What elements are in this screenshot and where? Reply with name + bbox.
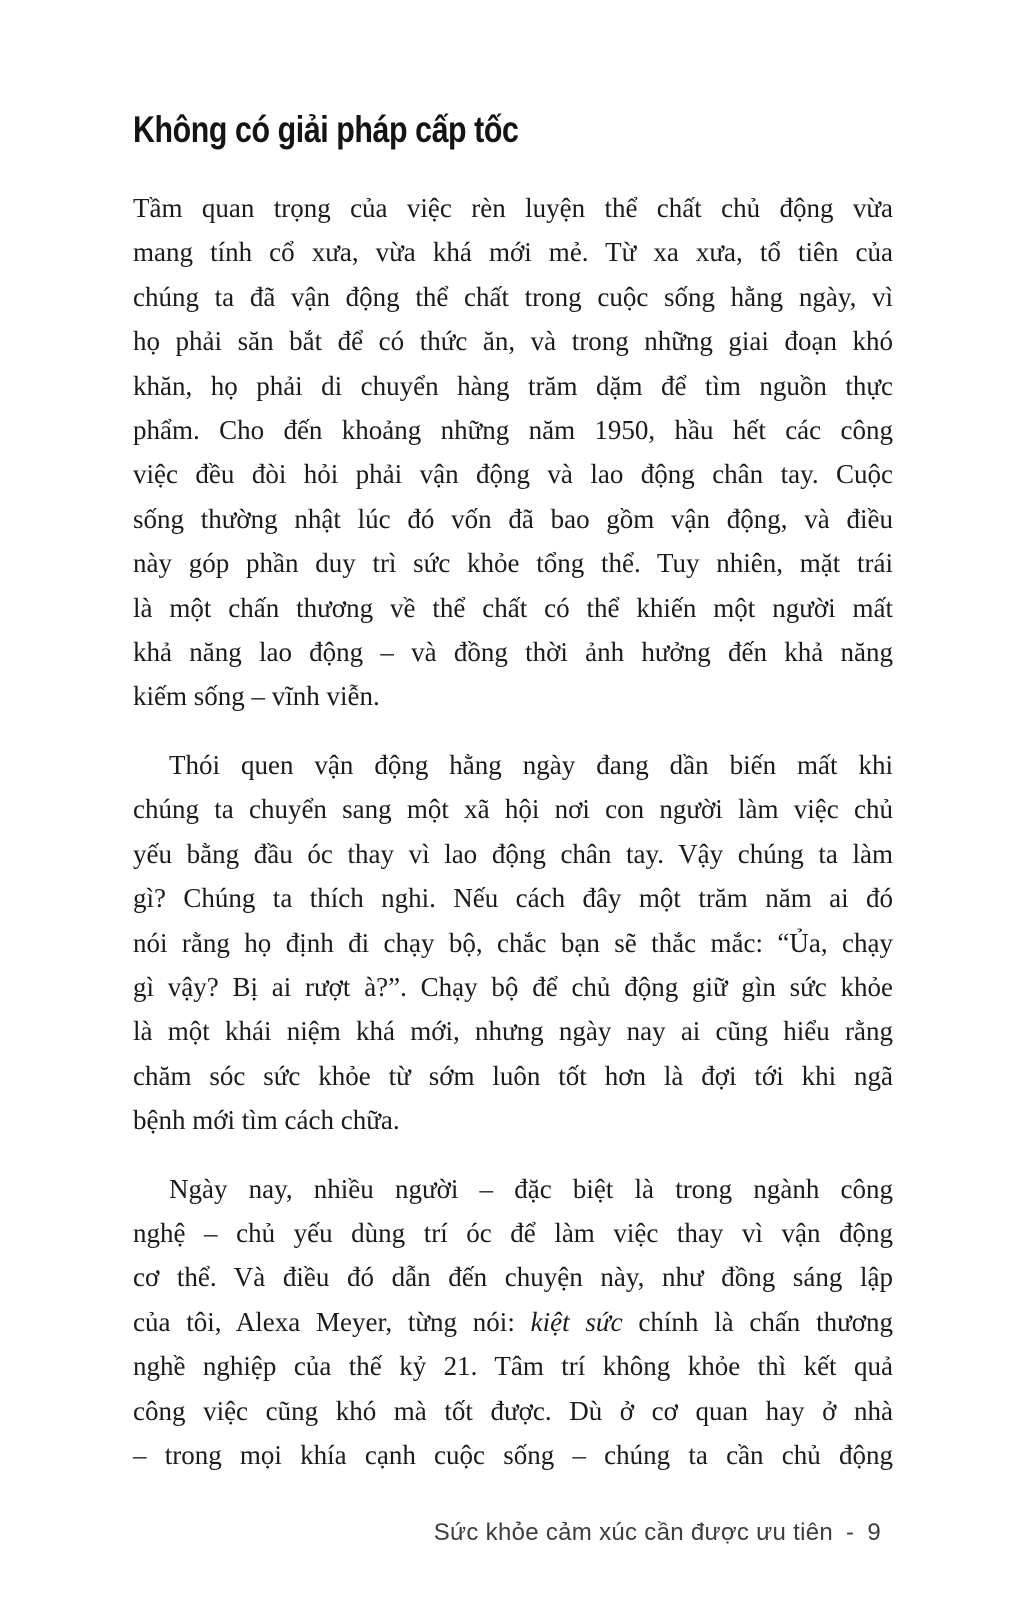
section-heading: Không có giải pháp cấp tốc bbox=[133, 109, 519, 150]
text-line bbox=[133, 1344, 893, 1388]
text-segment: cơ thể. Và điều đó dẫn đến chuyện này, như đồng sáng lập bbox=[133, 1262, 893, 1293]
paragraph bbox=[133, 743, 893, 1143]
footer-separator: - bbox=[846, 1519, 855, 1546]
text-segment: gì vậy? Bị ai rượt à?”. Chạy bộ để chủ động giữ gìn sức khỏe bbox=[133, 971, 893, 1002]
text-line bbox=[133, 832, 893, 876]
text-segment: việc đều đòi hỏi phải vận động và lao động chân tay. Cuộc bbox=[133, 459, 893, 490]
text-line bbox=[133, 364, 893, 408]
text-line bbox=[133, 921, 893, 965]
text-segment: mang tính cổ xưa, vừa khá mới mẻ. Từ xa xưa, tổ tiên của bbox=[133, 237, 893, 268]
text-line bbox=[133, 497, 893, 541]
text-line bbox=[133, 1300, 893, 1344]
text-segment: yếu bằng đầu óc thay vì lao động chân tay. Vậy chúng ta làm bbox=[133, 838, 893, 869]
text-segment: nghề nghiệp của thế kỷ 21. Tâm trí không khỏe thì kết quả bbox=[133, 1351, 893, 1382]
text-segment: Thói quen vận động hằng ngày đang dần biến mất khi bbox=[169, 749, 893, 780]
text-segment: gì? Chúng ta thích nghi. Nếu cách đây một trăm năm ai đó bbox=[133, 883, 893, 914]
text-line bbox=[133, 452, 893, 496]
text-segment: – trong mọi khía cạnh cuộc sống – chúng ta cần chủ động bbox=[133, 1439, 893, 1470]
text-segment: chăm sóc sức khỏe từ sớm luôn tốt hơn là đợi tới khi ngã bbox=[133, 1060, 893, 1091]
text-line bbox=[133, 186, 893, 230]
text-line bbox=[133, 541, 893, 585]
text-segment: phẩm. Cho đến khoảng những năm 1950, hầu hết các công bbox=[133, 415, 893, 446]
text-segment: là một khái niệm khá mới, nhưng ngày nay ai cũng hiểu rằng bbox=[133, 1016, 893, 1047]
text-segment: khăn, họ phải di chuyển hàng trăm dặm để tìm nguồn thực bbox=[133, 370, 893, 401]
text-line bbox=[133, 1054, 893, 1098]
text-segment: họ phải săn bắt để có thức ăn, và trong những giai đoạn khó bbox=[133, 326, 893, 357]
text-segment: chính là chấn thương bbox=[622, 1306, 893, 1337]
text-line bbox=[133, 1009, 893, 1053]
text-line bbox=[133, 1098, 893, 1142]
page-number: 9 bbox=[867, 1519, 881, 1546]
text-line bbox=[133, 1389, 893, 1433]
text-line bbox=[133, 787, 893, 831]
text-line bbox=[133, 1167, 893, 1211]
text-segment: nghệ – chủ yếu dùng trí óc để làm việc thay vì vận động bbox=[133, 1217, 893, 1248]
text-line bbox=[133, 1211, 893, 1255]
page-footer bbox=[133, 1519, 881, 1547]
text-segment: nói rằng họ định đi chạy bộ, chắc bạn sẽ thắc mắc: “Ủa, chạy bbox=[133, 927, 893, 958]
running-title: Sức khỏe cảm xúc cần được ưu tiên bbox=[433, 1519, 834, 1546]
text-line bbox=[133, 674, 893, 718]
text-segment: chúng ta chuyển sang một xã hội nơi con người làm việc chủ bbox=[133, 794, 893, 825]
text-line bbox=[133, 230, 893, 274]
text-segment: Ngày nay, nhiều người – đặc biệt là trong ngành công bbox=[169, 1173, 893, 1204]
text-line bbox=[133, 1433, 893, 1477]
text-line bbox=[133, 1255, 893, 1299]
text-line bbox=[133, 630, 893, 674]
text-segment: công việc cũng khó mà tốt được. Dù ở cơ quan hay ở nhà bbox=[133, 1395, 893, 1426]
body-text bbox=[133, 186, 893, 1477]
paragraph bbox=[133, 186, 893, 719]
text-segment: này góp phần duy trì sức khỏe tổng thể. Tuy nhiên, mặt trái bbox=[133, 548, 893, 579]
text-segment: là một chấn thương về thể chất có thể khiến một người mất bbox=[133, 592, 893, 623]
text-segment: chúng ta đã vận động thể chất trong cuộc sống hằng ngày, vì bbox=[133, 281, 893, 312]
text-line bbox=[133, 275, 893, 319]
paragraph bbox=[133, 1167, 893, 1478]
page-content bbox=[133, 108, 893, 1477]
emphasized-text: kiệt sức bbox=[530, 1306, 623, 1337]
text-segment: kiếm sống – vĩnh viễn. bbox=[133, 681, 380, 712]
text-line bbox=[133, 743, 893, 787]
text-line bbox=[133, 408, 893, 452]
text-segment: sống thường nhật lúc đó vốn đã bao gồm vận động, và điều bbox=[133, 503, 893, 534]
text-segment: của tôi, Alexa Meyer, từng nói: bbox=[133, 1306, 531, 1337]
text-line bbox=[133, 319, 893, 363]
text-line bbox=[133, 965, 893, 1009]
text-segment: Tầm quan trọng của việc rèn luyện thể chất chủ động vừa bbox=[133, 193, 893, 223]
text-segment: khả năng lao động – và đồng thời ảnh hưởng đến khả năng bbox=[133, 637, 893, 668]
text-line bbox=[133, 586, 893, 630]
text-segment: bệnh mới tìm cách chữa. bbox=[133, 1105, 400, 1136]
text-line bbox=[133, 876, 893, 920]
